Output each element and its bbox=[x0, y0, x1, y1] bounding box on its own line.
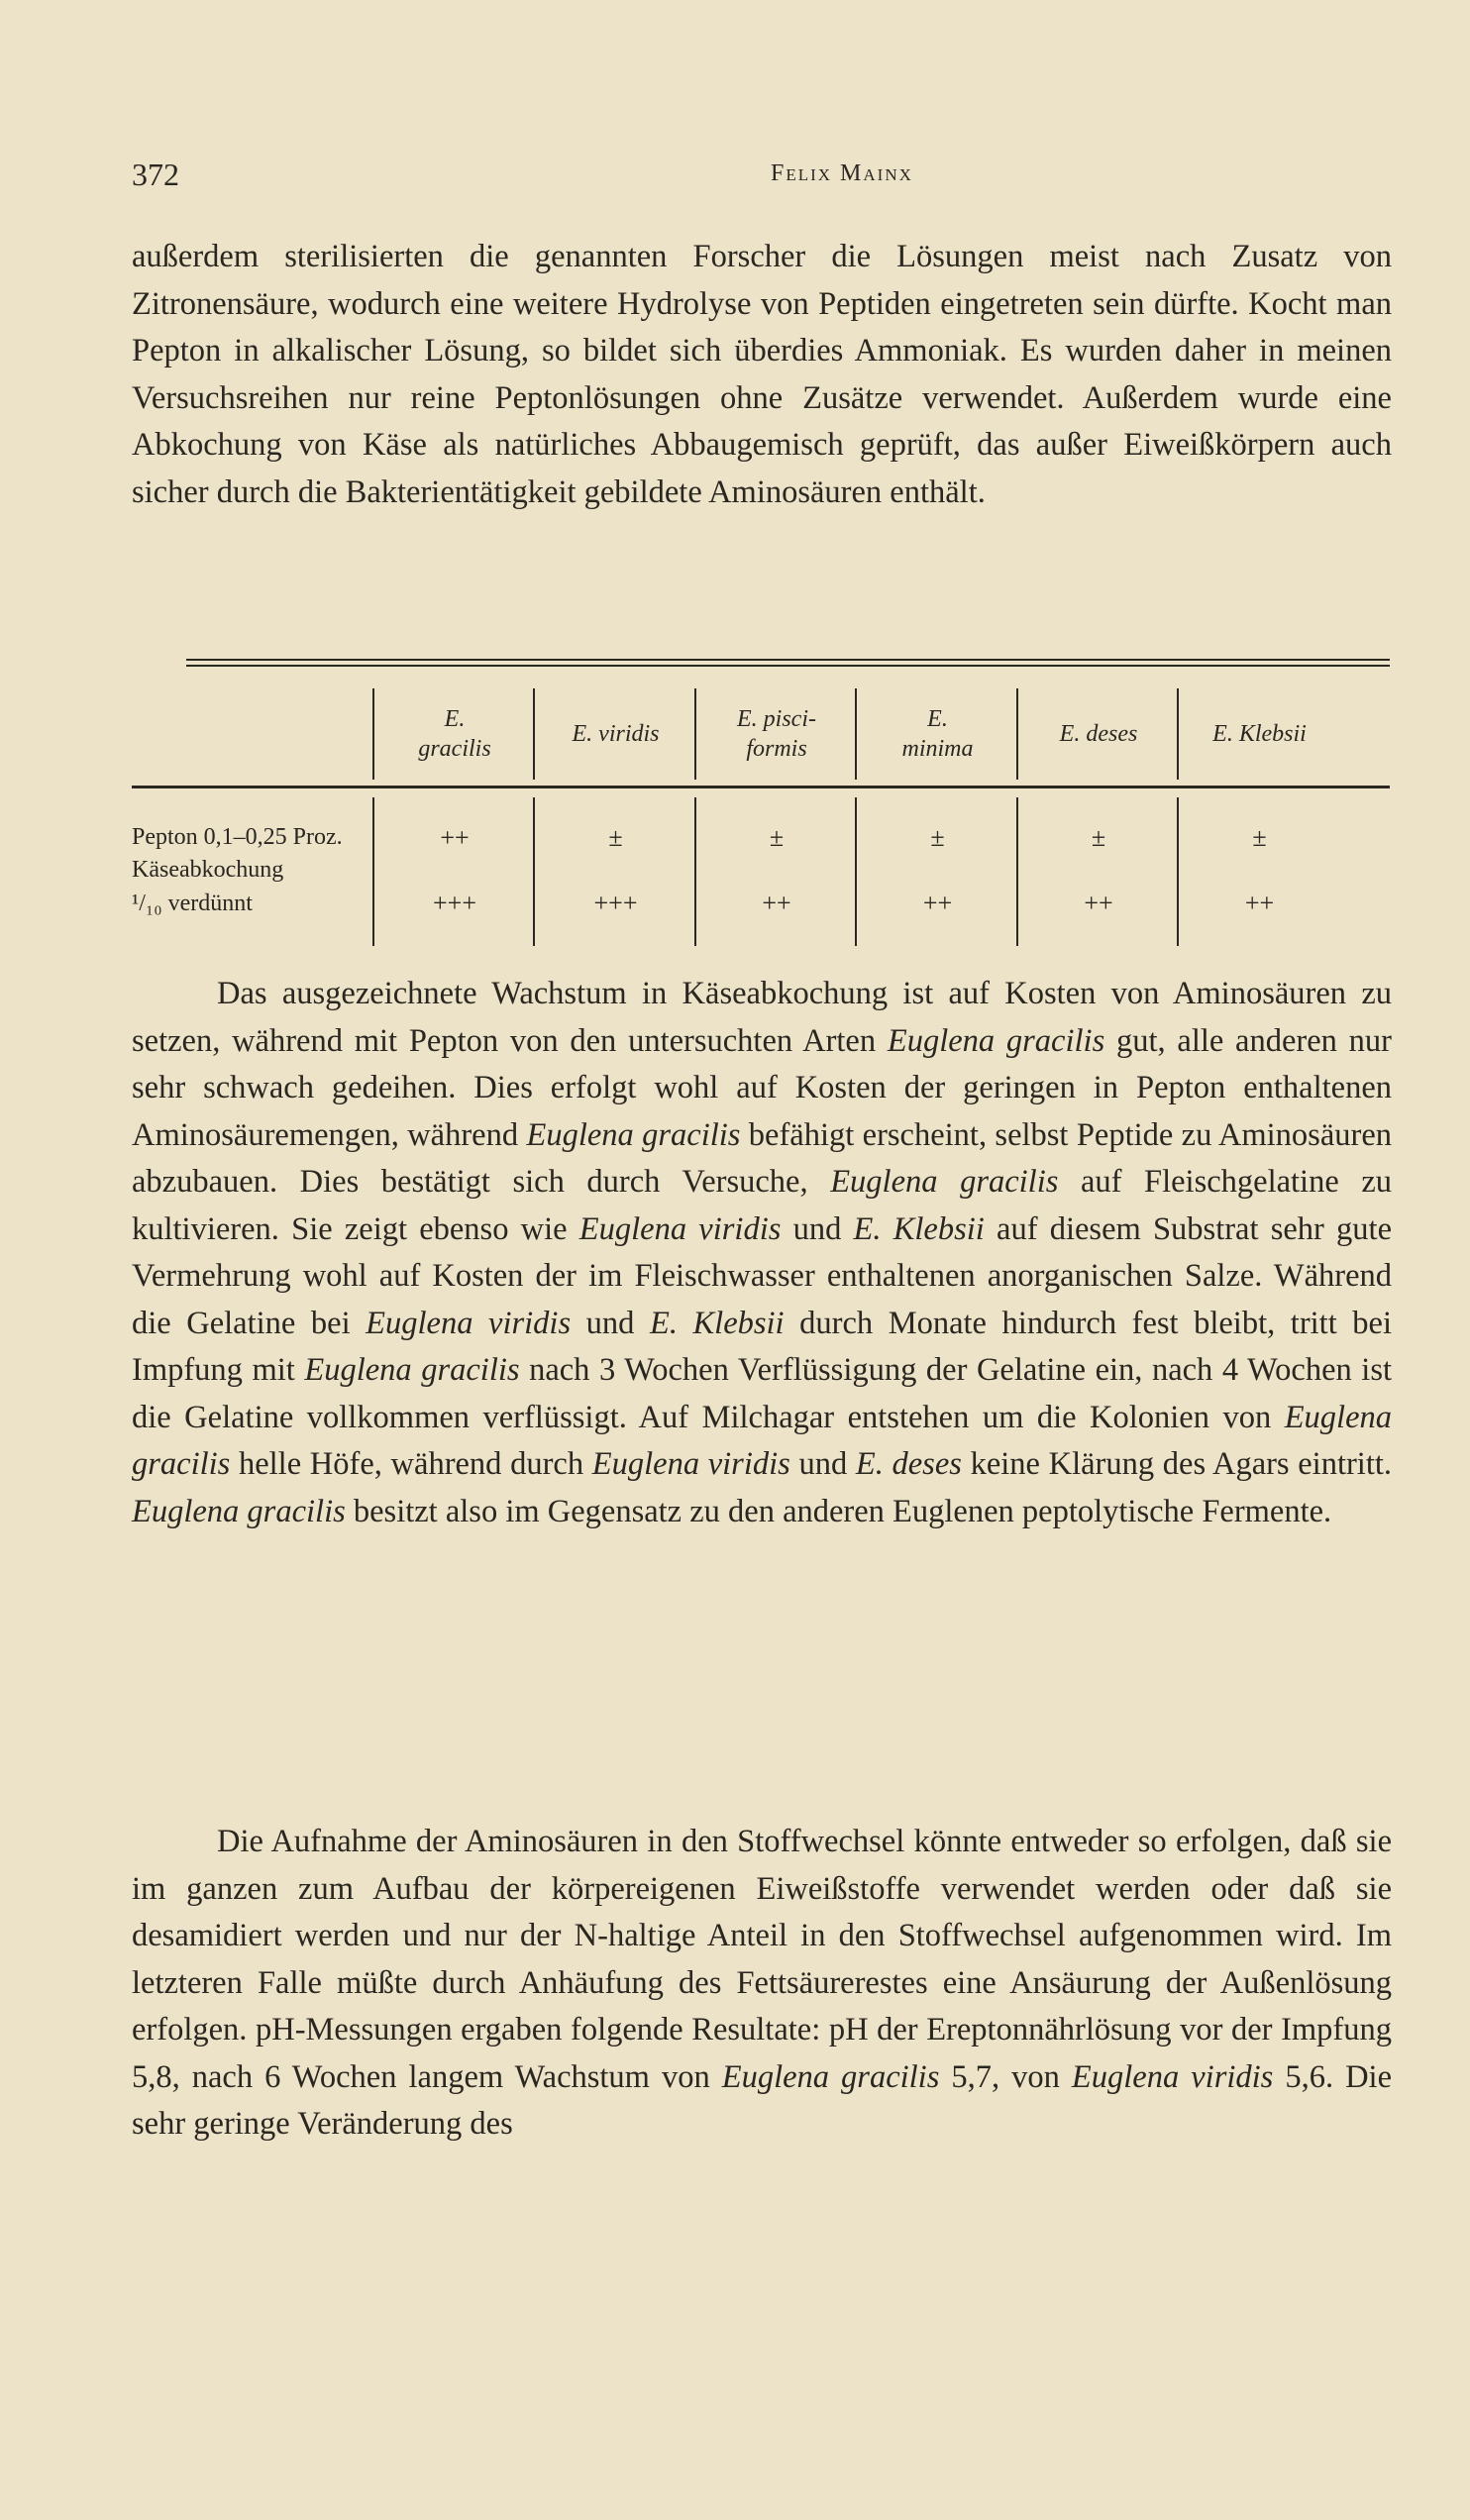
column-header-line: E. bbox=[927, 706, 948, 732]
table-cell: ++ bbox=[922, 889, 953, 917]
column-divider bbox=[1016, 797, 1018, 946]
table-cell: +++ bbox=[433, 889, 476, 917]
column-header-line: gracilis bbox=[418, 736, 491, 762]
page-header bbox=[132, 157, 1390, 196]
text-run: und bbox=[571, 1305, 650, 1341]
species-name: Euglena gracilis bbox=[132, 1493, 346, 1529]
species-name: Euglena viridis bbox=[366, 1305, 572, 1341]
species-name: Euglena gracilis bbox=[304, 1352, 520, 1388]
column-header bbox=[535, 688, 696, 780]
column-divider bbox=[1177, 797, 1179, 946]
table-header-rule bbox=[132, 786, 1390, 788]
column-header-line: E. Klebsii bbox=[1212, 721, 1307, 747]
text-run: Das ausgezeichnete Wachstum in Käseabkochung ist auf Kosten von Aminosäuren zu setzen, während mit Pepton von den untersuchten Arten bbox=[132, 976, 1392, 1059]
column-header bbox=[857, 688, 1018, 780]
text-run: und bbox=[789, 1446, 856, 1482]
paragraph-3 bbox=[132, 1819, 1392, 2149]
table-cell: ++ bbox=[1084, 889, 1113, 917]
text-run: 5,6. Die sehr geringe Veränderung des bbox=[132, 2058, 1393, 2142]
text-run: auf diesem Substrat sehr gute Vermehrung wohl auf Kosten der im Fleischwasser enthaltenen anorganischen Salze. Während die Gelatine bei bbox=[132, 1210, 1393, 1341]
text-run: nach 3 Wochen Verflüssigung der Gelatine ein, nach 4 Wochen ist die Gelatine vollkommen verflüssigt. Auf Milchagar entstehen um die Kolonien von bbox=[132, 1352, 1392, 1435]
column-divider bbox=[855, 797, 857, 946]
column-header-line: E. viridis bbox=[572, 721, 660, 747]
species-name: E. deses bbox=[855, 1446, 962, 1482]
text-run: helle Höfe, während durch bbox=[230, 1446, 592, 1482]
column-divider bbox=[372, 797, 374, 946]
running-head: Felix Mainx bbox=[771, 160, 913, 186]
species-name: Euglena gracilis bbox=[526, 1116, 741, 1153]
row-label: Pepton 0,1–0,25 Proz. bbox=[132, 824, 343, 850]
results-table bbox=[132, 659, 1392, 946]
species-name: Euglena gracilis bbox=[830, 1164, 1059, 1200]
row-label: ¹/₁₀ verdünnt bbox=[132, 891, 253, 916]
table-cell: ++ bbox=[762, 889, 791, 917]
column-header-line: formis bbox=[746, 736, 807, 762]
column-header-line: E. pisci- bbox=[737, 706, 816, 732]
table-cell: ± bbox=[1252, 823, 1267, 852]
column-divider bbox=[533, 797, 535, 946]
column-header bbox=[1179, 688, 1340, 780]
species-name: Euglena gracilis bbox=[721, 2058, 940, 2095]
page-number: 372 bbox=[132, 157, 179, 192]
text-run: durch Monate hindurch fest bleibt, tritt bei Impfung mit bbox=[132, 1305, 1392, 1388]
column-header-text bbox=[1212, 719, 1307, 749]
text-run: und bbox=[781, 1210, 854, 1247]
species-name: Euglena gracilis bbox=[132, 1399, 1392, 1482]
column-header-line: E. bbox=[444, 706, 466, 732]
table-cell: ± bbox=[769, 823, 785, 852]
column-header-text bbox=[1060, 719, 1138, 749]
table-cell: +++ bbox=[593, 889, 638, 917]
table-top-rule bbox=[186, 665, 1390, 667]
column-header-text bbox=[737, 704, 816, 764]
text-run: 5,7, von bbox=[939, 2058, 1072, 2095]
column-header-line: E. deses bbox=[1059, 721, 1138, 747]
column-header-text bbox=[902, 704, 974, 764]
species-name: Euglena gracilis bbox=[887, 1022, 1105, 1059]
table-cell: ± bbox=[930, 823, 945, 852]
text-run: besitzt also im Gegensatz zu den anderen Euglenen peptolytische Fermente. bbox=[345, 1493, 1332, 1529]
table-cell: ± bbox=[1091, 823, 1106, 852]
species-name: Euglena viridis bbox=[1071, 2058, 1274, 2095]
column-header-text bbox=[573, 719, 660, 749]
column-header-text bbox=[418, 704, 490, 764]
column-header-line: minima bbox=[901, 736, 974, 762]
paragraph-2 bbox=[132, 971, 1392, 1535]
table-cell: ± bbox=[608, 823, 623, 852]
column-header bbox=[1018, 688, 1179, 780]
species-name: Euglena viridis bbox=[591, 1446, 790, 1482]
text-run: auf Fleischgelatine zu kultivieren. Sie zeigt ebenso wie bbox=[132, 1164, 1392, 1247]
text-run: keine Klärung des Agars eintritt. bbox=[961, 1446, 1393, 1482]
text-run: Die Aufnahme der Aminosäuren in den Stoffwechsel könnte entweder so erfolgen, daß sie im ganzen zum Aufbau der körpereigenen Eiweißstoffe verwendet werden oder daß sie desamidiert werden und nur der N-haltige Anteil in den Stoffwechsel aufgenommen wird. Im letzteren Falle müßte durch Anhäufung des Fettsäurerestes eine Ansäurung der Außenlösung erfolgen. pH-Messungen ergaben folgende Resultate: pH der Ereptonnährlösung vor der Impfung 5,8, nach 6 Wochen langem Wachstum von bbox=[132, 1824, 1392, 2095]
species-name: E. Klebsii bbox=[649, 1305, 785, 1341]
text-run: gut, alle anderen nur sehr schwach gedeihen. Dies erfolgt wohl auf Kosten der geringen in Pepton enthaltenen Aminosäuremengen, während bbox=[132, 1022, 1392, 1153]
table-cell: ++ bbox=[1244, 889, 1275, 917]
table-cell: ++ bbox=[440, 823, 470, 852]
column-divider bbox=[694, 797, 696, 946]
paragraph-1: außerdem sterilisierten die genannten Forscher die Lösungen meist nach Zusatz von Zitronensäure, wodurch eine weitere Hydrolyse von Peptiden eingetreten sein dürfte. Kocht man Pepton in alkalischer Lösung, so bildet sich überdies Ammoniak. Es wurden daher in meinen Versuchsreihen nur reine Peptonlösungen ohne Zusätze verwendet. Außerdem wurde eine Abkochung von Käse als natürliches Abbaugemisch geprüft, das außer Eiweißkörpern auch sicher durch die Bakterientätigkeit gebildete Aminosäuren enthält. bbox=[132, 239, 1392, 510]
species-name: Euglena viridis bbox=[578, 1210, 782, 1247]
column-header bbox=[374, 688, 535, 780]
row-label: Käseabkochung bbox=[132, 857, 284, 883]
text-run: befähigt erscheint, selbst Peptide zu Aminosäuren abzubauen. Dies bestätigt sich durch Versuche, bbox=[132, 1116, 1392, 1200]
table-top-rule bbox=[186, 659, 1390, 661]
species-name: E. Klebsii bbox=[853, 1210, 985, 1247]
column-header bbox=[696, 688, 857, 780]
